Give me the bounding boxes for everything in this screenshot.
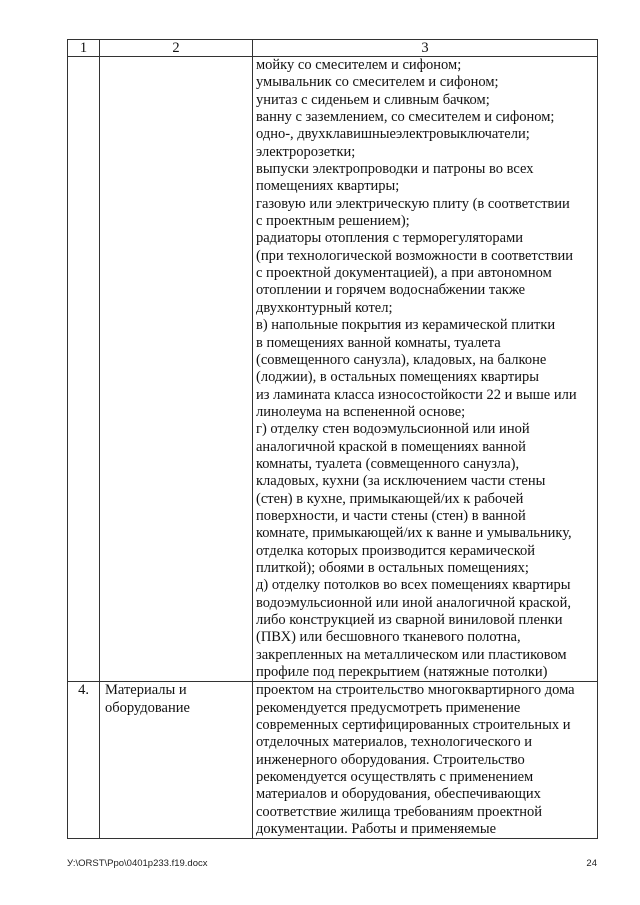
table-header-row: [68, 40, 598, 57]
row4-description-cell: [253, 682, 598, 839]
text-line: в помещениях ванной комнаты, туалета: [256, 334, 501, 351]
header-col-1: 1: [68, 40, 100, 57]
text-line: (лоджии), в остальных помещениях квартиры: [256, 369, 540, 386]
text-line: д) отделку потолков во всех помещениях квартиры: [256, 577, 571, 594]
text-line: (при технологической возможности в соответствии: [256, 247, 574, 264]
text-line: водоэмульсионной или иной аналогичной краской,: [256, 594, 571, 611]
text-line: аналогичной краской в помещениях ванной: [256, 438, 526, 455]
table-row-4: [68, 682, 598, 839]
text-line: в) напольные покрытия из керамической плитки: [256, 317, 556, 334]
text-line: поверхности, и части стены (стен) в ванной: [256, 507, 526, 524]
row4-name-text: [100, 682, 252, 717]
table-row-continued: [68, 57, 598, 682]
text-line: материалов и оборудования, обеспечивающих: [256, 786, 541, 803]
text-line: рекомендуется осуществлять с применением: [256, 769, 534, 786]
text-line: комнате, примыкающей/их к ванне и умывальнику,: [256, 525, 572, 542]
text-line: газовую или электрическую плиту (в соответствии: [256, 195, 570, 212]
text-line: выпуски электропроводки и патроны во всех: [256, 161, 534, 178]
row4-description-text: [253, 682, 597, 838]
text-line: линолеума на вспененной основе;: [256, 403, 466, 420]
text-line: инженерного оборудования. Строительство: [256, 751, 525, 768]
text-line: с проектным решением);: [256, 213, 410, 230]
text-line: проектом на строительство многоквартирного дома: [256, 682, 575, 699]
text-line: г) отделку стен водоэмульсионной или иной: [256, 421, 530, 438]
text-line: комнаты, туалета (совмещенного санузла),: [256, 455, 520, 472]
text-line: помещениях квартиры;: [256, 178, 400, 195]
header-col-3: 3: [253, 40, 598, 57]
text-line: с проектной документацией), а при автономном: [256, 265, 552, 282]
text-line: либо конструкцией из сварной виниловой пленки: [256, 612, 563, 628]
text-line: закрепленных на металлическом или пластиковом: [256, 646, 567, 663]
text-line: одно-, двухклавишныеэлектровыключатели;: [256, 126, 530, 143]
text-line: отделка которых производится керамической: [256, 542, 536, 559]
text-line: отделочных материалов, технологического и: [256, 734, 533, 751]
text-line: умывальник со смесителем и сифоном;: [256, 74, 499, 91]
text-line: двухконтурный котел;: [256, 299, 393, 316]
footer-file-path: У:\ORST\Ppo\0401p233.f19.docx: [67, 858, 208, 869]
requirements-table: [67, 39, 598, 839]
continued-number-cell: [68, 57, 100, 682]
continued-description-cell: [253, 57, 598, 682]
text-line: ванну с заземлением, со смесителем и сифоном;: [256, 109, 555, 126]
text-line: (совмещенного санузла), кладовых, на балконе: [256, 351, 547, 368]
text-line: (ПВХ) или бесшовного тканевого полотна,: [256, 629, 521, 646]
text-line: соответствие жилища требованиям проектной: [256, 803, 542, 820]
footer-page-number: 24: [586, 858, 597, 869]
text-line: унитаз с сиденьем и сливным бачком;: [256, 91, 490, 108]
text-line: оборудование: [105, 699, 190, 716]
header-col-2: 2: [100, 40, 253, 57]
continued-description-text: [253, 57, 597, 681]
text-line: из ламината класса износостойкости 22 и выше или: [256, 386, 577, 403]
text-line: кладовых, кухни (за исключением части стены: [256, 473, 546, 490]
text-line: радиаторы отопления с терморегуляторами: [256, 230, 524, 247]
continued-name-cell: [100, 57, 253, 682]
text-line: документации. Работы и применяемые: [256, 821, 497, 838]
text-line: отоплении и горячем водоснабжении также: [256, 282, 526, 299]
text-line: электророзетки;: [256, 143, 356, 160]
text-line: (стен) в кухне, примыкающей/их к рабочей: [256, 490, 524, 507]
text-line: плиткой); обоями в остальных помещениях;: [256, 559, 529, 576]
text-line: профиле под перекрытием (натяжные потолки): [256, 664, 548, 681]
text-line: Материалы и: [105, 682, 187, 699]
row4-name-cell: [100, 682, 253, 839]
row4-number-cell: [68, 682, 100, 839]
row4-number: 4.: [78, 682, 89, 699]
text-line: мойку со смесителем и сифоном;: [256, 57, 462, 73]
text-line: современных сертифицированных строительных и: [256, 717, 571, 734]
text-line: рекомендуется предусмотреть применение: [256, 699, 521, 716]
